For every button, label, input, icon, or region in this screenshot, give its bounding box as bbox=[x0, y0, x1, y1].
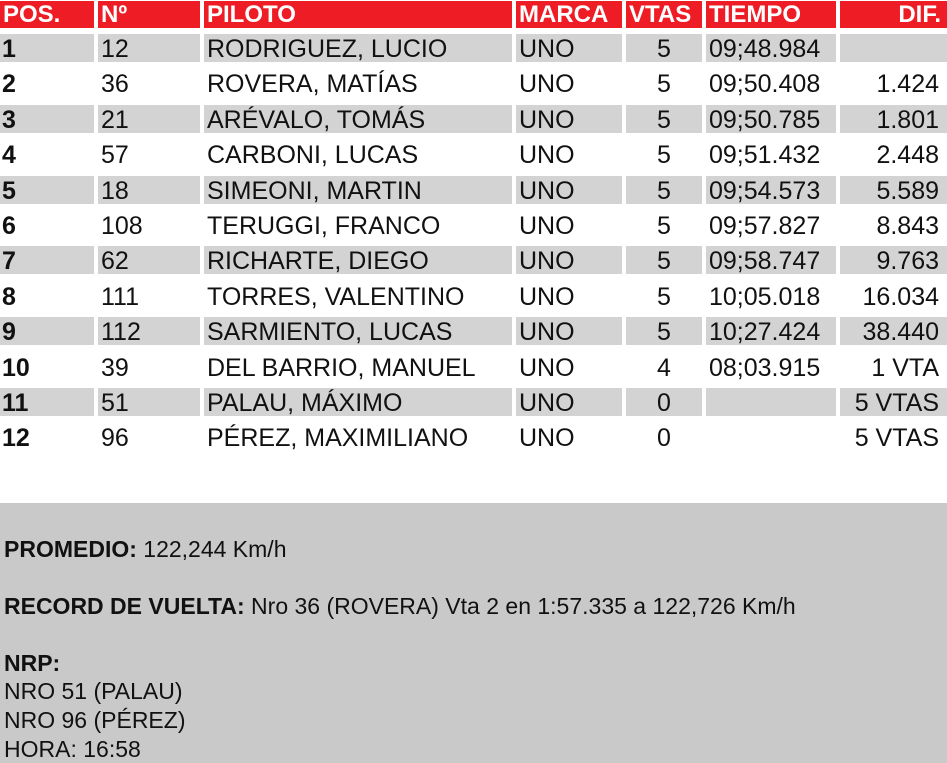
table-row bbox=[0, 67, 947, 97]
cell-tiempo: 09;57.827 bbox=[709, 212, 821, 239]
cell-piloto: TORRES, VALENTINO bbox=[207, 282, 465, 310]
cell-pos: 10 bbox=[2, 353, 30, 381]
cell-marca: UNO bbox=[516, 105, 622, 133]
cell-piloto: ARÉVALO, TOMÁS bbox=[204, 105, 512, 133]
cell-piloto: TERUGGI, FRANCO bbox=[207, 212, 441, 239]
cell-marca: UNO bbox=[516, 388, 622, 416]
cell-num: 62 bbox=[98, 246, 200, 274]
cell-num: 18 bbox=[98, 176, 200, 204]
race-summary bbox=[0, 503, 947, 763]
header-num: Nº bbox=[98, 1, 200, 28]
cell-piloto: RODRIGUEZ, LUCIO bbox=[204, 34, 512, 62]
cell-vtas: 5 bbox=[626, 105, 702, 133]
cell-num: 39 bbox=[101, 353, 129, 381]
cell-tiempo: 09;54.573 bbox=[706, 176, 836, 204]
cell-piloto: SARMIENTO, LUCAS bbox=[204, 317, 512, 345]
table-row bbox=[0, 32, 947, 62]
cell-num: 96 bbox=[101, 424, 129, 452]
cell-dif: 1.801 bbox=[840, 105, 947, 133]
table-row bbox=[0, 244, 947, 274]
table-row bbox=[0, 386, 947, 416]
cell-piloto: ROVERA, MATÍAS bbox=[207, 70, 418, 98]
cell-tiempo: 09;50.785 bbox=[706, 105, 836, 133]
hora-line: HORA: 16:58 bbox=[4, 736, 141, 762]
cell-marca: UNO bbox=[519, 424, 575, 452]
cell-piloto: SIMEONI, MARTIN bbox=[204, 176, 512, 204]
cell-marca: UNO bbox=[516, 34, 622, 62]
cell-vtas: 5 bbox=[626, 176, 702, 204]
cell-dif: 9.763 bbox=[840, 246, 947, 274]
promedio-value: 122,244 Km/h bbox=[136, 536, 287, 562]
cell-marca: UNO bbox=[519, 353, 575, 381]
cell-marca: UNO bbox=[516, 246, 622, 274]
record-value: Nro 36 (ROVERA) Vta 2 en 1:57.335 a 122,726 Km/h bbox=[244, 593, 796, 619]
cell-vtas: 5 bbox=[657, 282, 671, 310]
cell-dif: 2.448 bbox=[876, 141, 939, 169]
cell-piloto: PÉREZ, MAXIMILIANO bbox=[207, 424, 469, 452]
cell-pos: 2 bbox=[2, 70, 16, 98]
table-row bbox=[0, 351, 947, 381]
cell-piloto: DEL BARRIO, MANUEL bbox=[207, 353, 476, 381]
cell-dif: 16.034 bbox=[862, 282, 939, 310]
cell-num: 12 bbox=[98, 34, 200, 62]
cell-vtas: 5 bbox=[626, 34, 702, 62]
cell-num: 112 bbox=[98, 317, 200, 345]
cell-dif: 8.843 bbox=[876, 212, 939, 239]
cell-vtas: 0 bbox=[657, 424, 671, 452]
promedio-label: PROMEDIO: bbox=[4, 536, 137, 562]
cell-pos: 9 bbox=[0, 317, 94, 345]
promedio-line bbox=[4, 536, 287, 563]
cell-tiempo bbox=[706, 423, 836, 451]
cell-num: 36 bbox=[101, 70, 129, 98]
cell-dif: 1.424 bbox=[876, 70, 939, 98]
table-row bbox=[0, 209, 947, 239]
cell-pos: 4 bbox=[2, 141, 16, 169]
results-table-header bbox=[0, 0, 947, 29]
cell-tiempo: 10;27.424 bbox=[706, 317, 836, 345]
cell-vtas: 0 bbox=[626, 388, 702, 416]
cell-num: 21 bbox=[98, 105, 200, 133]
cell-dif: 1 VTA bbox=[871, 353, 939, 381]
cell-pos: 5 bbox=[0, 176, 94, 204]
cell-piloto: RICHARTE, DIEGO bbox=[204, 246, 512, 274]
cell-pos: 8 bbox=[2, 282, 16, 310]
cell-tiempo: 09;50.408 bbox=[709, 70, 821, 98]
cell-vtas: 5 bbox=[657, 70, 671, 98]
cell-pos: 3 bbox=[0, 105, 94, 133]
header-vtas: VTAS bbox=[626, 1, 702, 28]
cell-pos: 7 bbox=[0, 246, 94, 274]
header-dif: DIF. bbox=[840, 1, 947, 28]
cell-dif: 5 VTAS bbox=[840, 388, 947, 416]
cell-pos: 11 bbox=[0, 388, 94, 416]
cell-pos: 1 bbox=[0, 34, 94, 62]
cell-tiempo: 09;51.432 bbox=[709, 141, 821, 169]
cell-dif: 38.440 bbox=[840, 317, 947, 345]
cell-marca: UNO bbox=[516, 176, 622, 204]
cell-dif bbox=[840, 34, 947, 62]
cell-vtas: 5 bbox=[657, 212, 671, 239]
cell-vtas: 5 bbox=[657, 141, 671, 169]
cell-piloto: PALAU, MÁXIMO bbox=[204, 388, 512, 416]
cell-num: 57 bbox=[101, 141, 129, 169]
cell-tiempo: 10;05.018 bbox=[709, 282, 821, 310]
cell-num: 108 bbox=[101, 212, 143, 239]
table-row bbox=[0, 174, 947, 204]
cell-pos: 12 bbox=[2, 424, 30, 452]
cell-tiempo: 08;03.915 bbox=[709, 353, 821, 381]
cell-tiempo bbox=[706, 388, 836, 416]
table-row bbox=[0, 138, 947, 168]
cell-piloto: CARBONI, LUCAS bbox=[207, 141, 419, 169]
header-tiempo: TIEMPO bbox=[706, 1, 836, 28]
cell-pos: 6 bbox=[2, 212, 16, 239]
header-pos: POS. bbox=[0, 1, 94, 28]
nrp-label: NRP: bbox=[4, 650, 61, 676]
table-row bbox=[0, 103, 947, 133]
nrp-line-1: NRO 51 (PALAU) bbox=[4, 678, 183, 704]
cell-marca: UNO bbox=[519, 282, 575, 310]
cell-tiempo: 09;48.984 bbox=[706, 34, 836, 62]
cell-dif: 5.589 bbox=[840, 176, 947, 204]
table-row bbox=[0, 421, 947, 451]
record-line bbox=[4, 593, 796, 620]
cell-vtas: 5 bbox=[626, 317, 702, 345]
cell-num: 51 bbox=[98, 388, 200, 416]
table-row bbox=[0, 315, 947, 345]
cell-num: 111 bbox=[101, 282, 140, 310]
cell-marca: UNO bbox=[519, 212, 575, 239]
cell-vtas: 5 bbox=[626, 246, 702, 274]
cell-tiempo: 09;58.747 bbox=[706, 246, 836, 274]
cell-marca: UNO bbox=[519, 70, 575, 98]
cell-marca: UNO bbox=[519, 141, 575, 169]
cell-vtas: 4 bbox=[657, 353, 671, 381]
cell-dif: 5 VTAS bbox=[854, 424, 939, 452]
cell-marca: UNO bbox=[516, 317, 622, 345]
record-label: RECORD DE VUELTA: bbox=[4, 593, 245, 619]
nrp-line-2: NRO 96 (PÉREZ) bbox=[4, 707, 186, 733]
header-piloto: PILOTO bbox=[204, 1, 512, 28]
table-row bbox=[0, 280, 947, 310]
header-marca: MARCA bbox=[516, 1, 622, 28]
